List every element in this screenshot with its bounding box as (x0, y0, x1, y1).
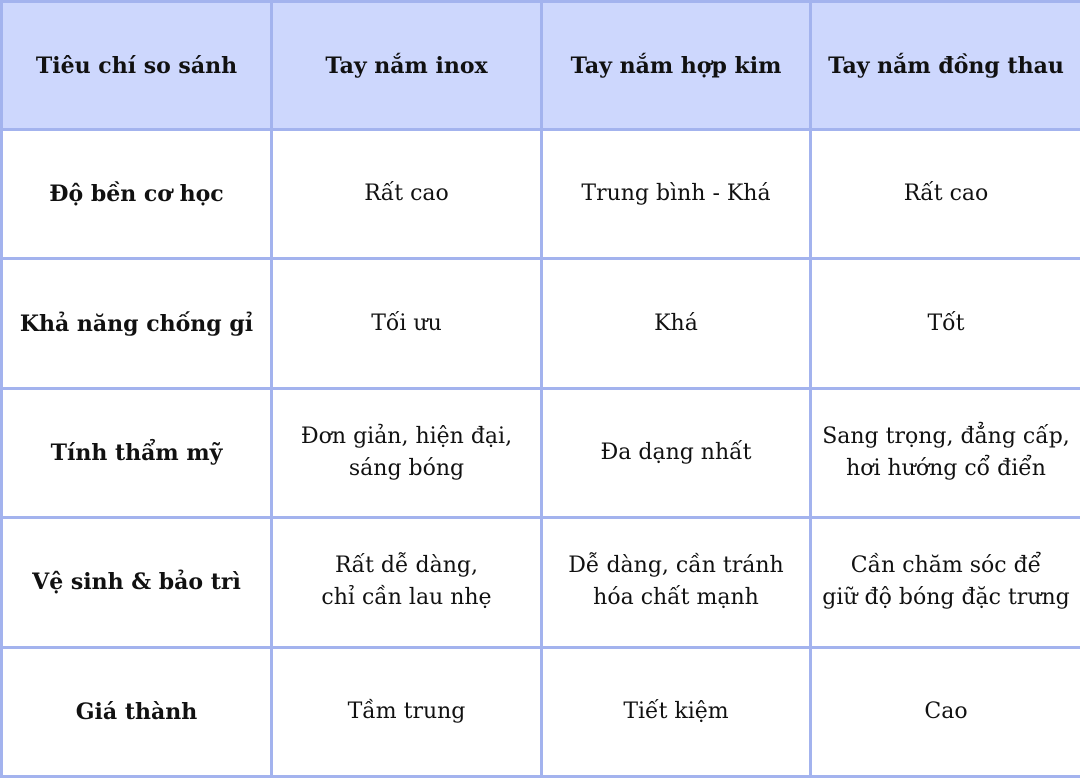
cell-inox (272, 518, 542, 647)
header-alloy: Tay nắm hợp kim (542, 2, 811, 130)
cell-brass (811, 130, 1080, 259)
cell-alloy (542, 259, 811, 388)
table-row (2, 647, 1080, 776)
cell-brass (811, 518, 1080, 647)
cell-alloy (542, 388, 811, 517)
table-row (2, 518, 1080, 647)
cell-text-line: Tối ưu (371, 310, 442, 336)
cell-text-line: Sang trọng, đẳng cấp, (822, 423, 1070, 449)
cell-text-line: Cần chăm sóc để (850, 553, 1042, 579)
cell-alloy (542, 647, 811, 776)
table-row (2, 259, 1080, 388)
table-row (2, 130, 1080, 259)
cell-alloy (542, 130, 811, 259)
cell-text-line: Tốt (927, 310, 965, 336)
header-brass: Tay nắm đồng thau (811, 2, 1080, 130)
criterion-cell: Vệ sinh & bảo trì (2, 518, 272, 647)
cell-inox (272, 388, 542, 517)
cell-brass (811, 259, 1080, 388)
cell-text-line: sáng bóng (348, 455, 465, 481)
cell-text-line: Tầm trung (347, 698, 466, 724)
cell-brass (811, 388, 1080, 517)
cell-inox (272, 647, 542, 776)
cell-text-line: chỉ cần lau nhẹ (321, 585, 492, 611)
cell-inox (272, 259, 542, 388)
cell-text-line: giữ độ bóng đặc trưng (822, 585, 1070, 611)
cell-text-line: Đa dạng nhất (600, 439, 752, 465)
header-criterion: Tiêu chí so sánh (2, 2, 272, 130)
criterion-cell: Khả năng chống gỉ (2, 259, 272, 388)
cell-text-line: Rất dễ dàng, (335, 553, 478, 579)
cell-text-line: Khá (654, 310, 698, 336)
cell-alloy (542, 518, 811, 647)
cell-text-line: hóa chất mạnh (593, 585, 759, 611)
cell-text-line: Dễ dàng, cần tránh (568, 553, 784, 579)
table-row (2, 388, 1080, 517)
cell-text-line: Rất cao (903, 181, 989, 207)
cell-text-line: hơi hướng cổ điển (846, 455, 1046, 481)
criterion-cell: Độ bền cơ học (2, 130, 272, 259)
cell-text-line: Trung bình - Khá (581, 181, 771, 207)
cell-brass (811, 647, 1080, 776)
cell-text-line: Đơn giản, hiện đại, (300, 423, 513, 449)
header-inox: Tay nắm inox (272, 2, 542, 130)
cell-text-line: Tiết kiệm (623, 698, 729, 724)
criterion-cell: Giá thành (2, 647, 272, 776)
cell-text-line: Cao (924, 698, 968, 724)
cell-text-line: Rất cao (364, 181, 449, 207)
criterion-cell: Tính thẩm mỹ (2, 388, 272, 517)
header-row (2, 2, 1080, 130)
cell-inox (272, 130, 542, 259)
